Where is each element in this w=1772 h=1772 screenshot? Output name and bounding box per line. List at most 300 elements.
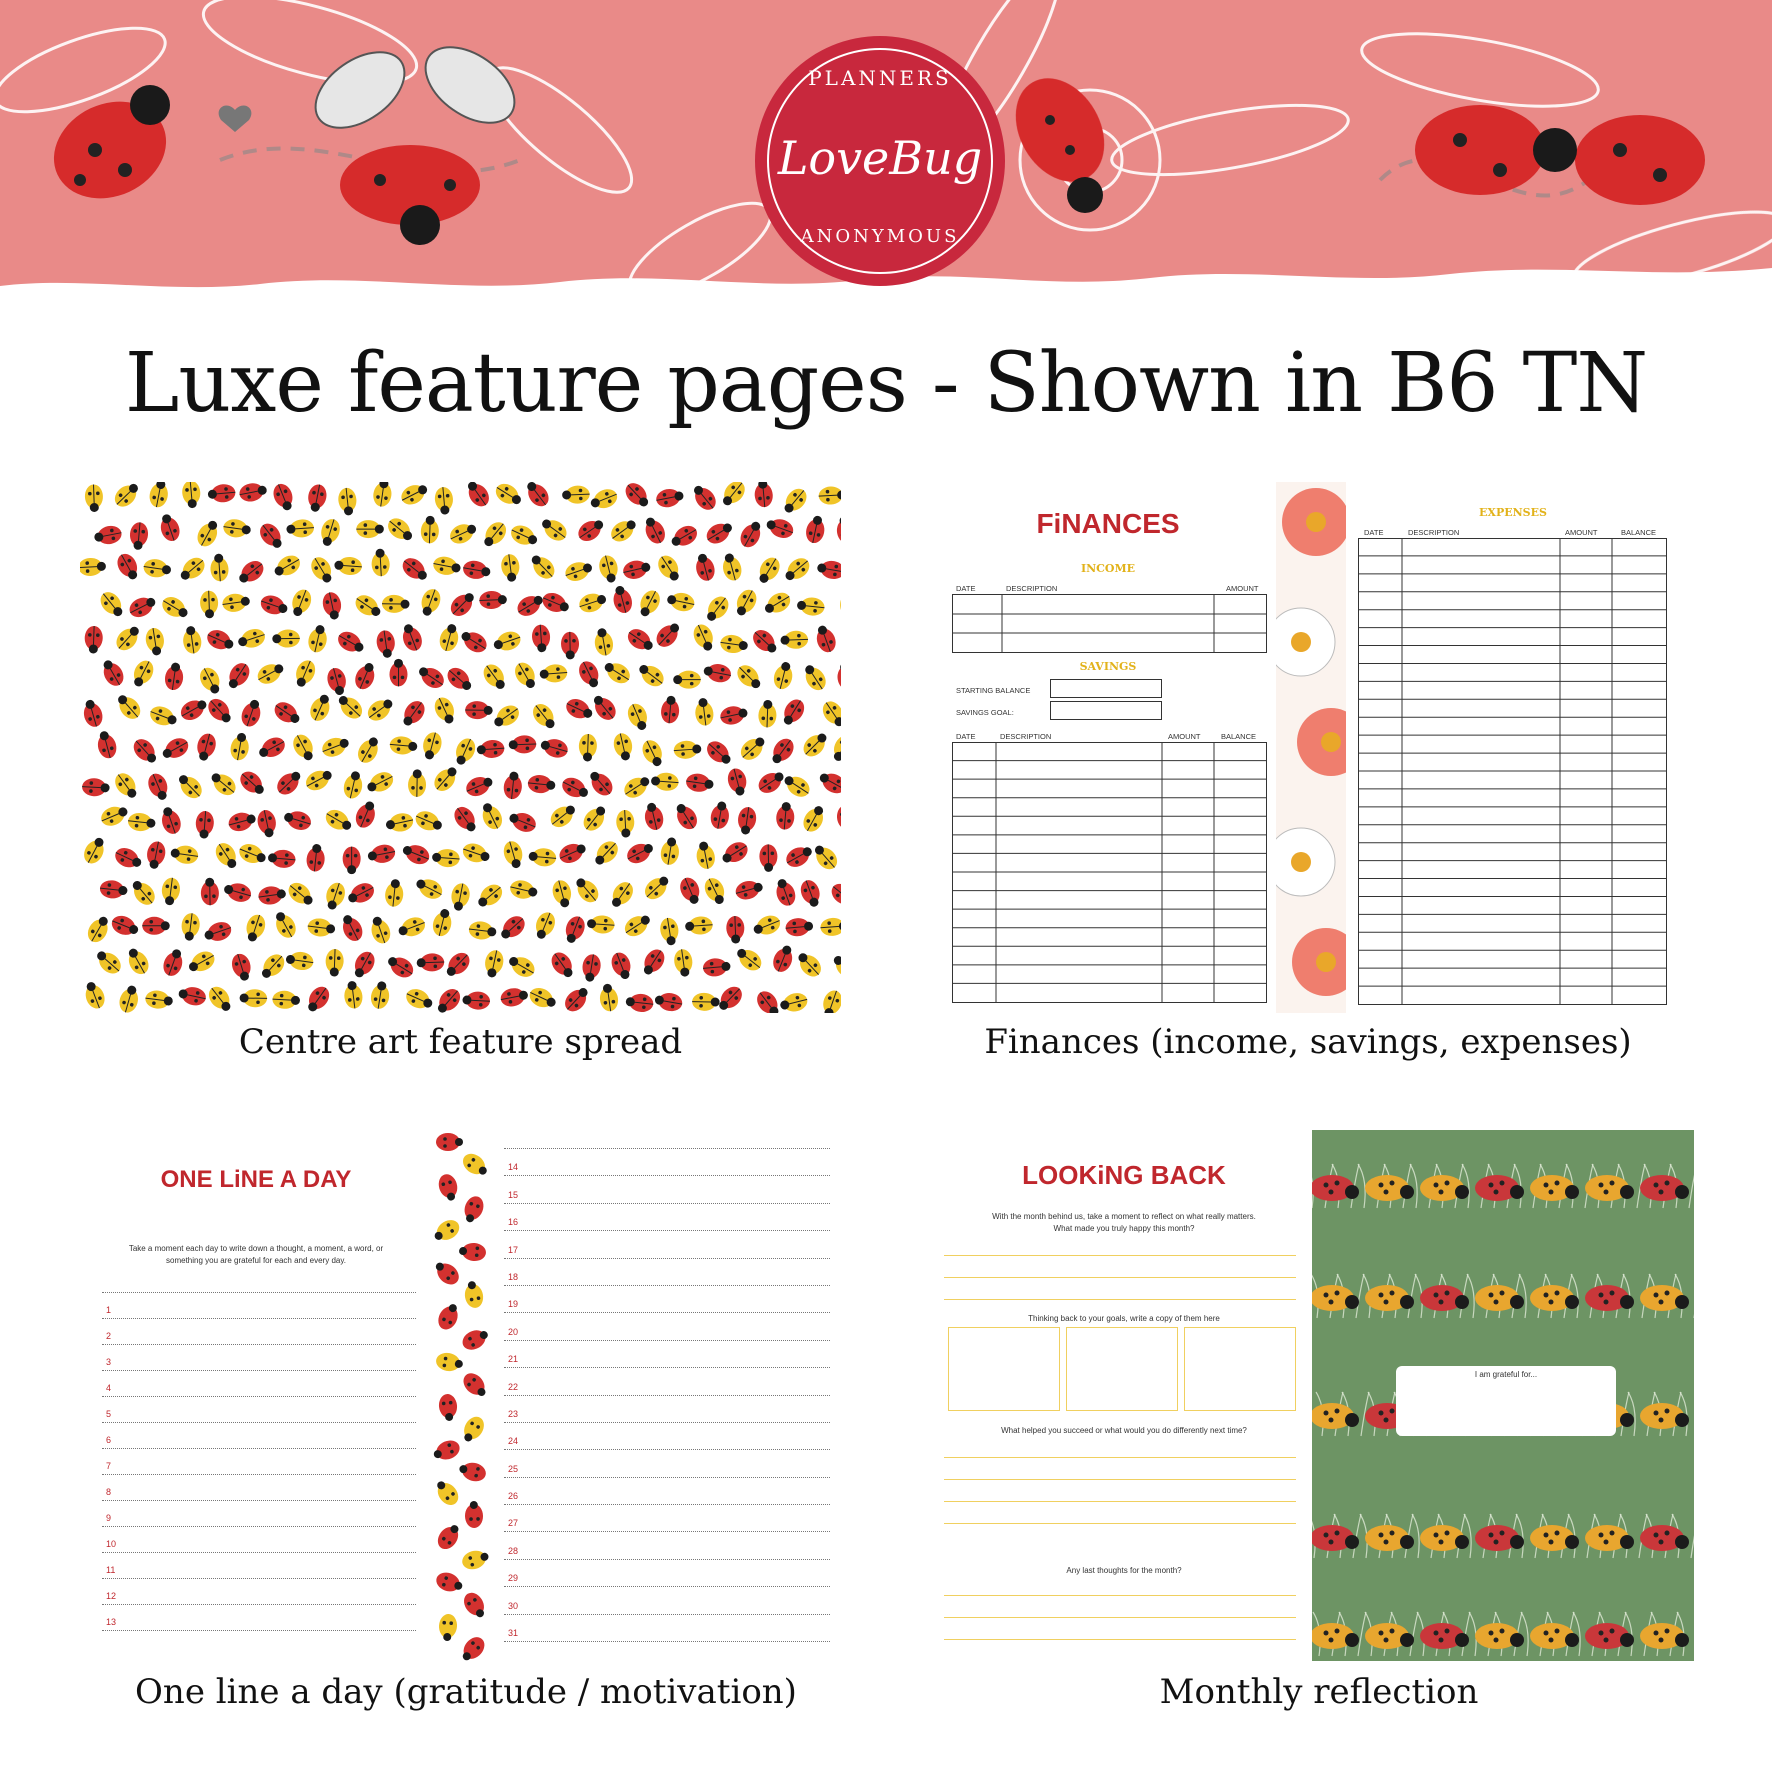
ladybug-icon	[364, 768, 397, 797]
day-number: 10	[106, 1539, 117, 1549]
ladybug-icon	[770, 943, 797, 975]
ladybug-icon	[734, 878, 765, 903]
ladybug-icon	[778, 696, 808, 729]
ladybug-icon	[701, 875, 729, 908]
ladybug-icon	[754, 554, 784, 587]
ladybug-icon	[625, 992, 654, 1013]
day-number: 24	[508, 1436, 519, 1447]
ladybug-icon	[685, 916, 714, 936]
ladybug-icon	[112, 622, 144, 654]
day-number: 12	[106, 1591, 117, 1601]
ladybug-icon	[420, 730, 445, 761]
ladybug-icon	[450, 803, 481, 836]
expenses-col-balance: BALANCE	[1621, 528, 1657, 537]
ladybug-icon	[147, 703, 179, 730]
day-number: 31	[508, 1628, 519, 1639]
ladybug-icon	[834, 515, 841, 545]
ladybug-icon	[343, 847, 361, 875]
day-number: 14	[508, 1162, 519, 1173]
ladybug-icon	[398, 482, 431, 508]
ladybug-icon	[522, 482, 553, 510]
day-number: 6	[106, 1435, 112, 1445]
day-list-right	[504, 1126, 830, 1642]
ladybug-icon	[285, 879, 318, 910]
ladybug-icon	[771, 660, 795, 691]
brand-logo	[755, 36, 1005, 286]
ladybug-icon	[828, 880, 841, 911]
expenses-col-description: DESCRIPTION	[1408, 528, 1460, 537]
ladybug-icon	[111, 769, 142, 802]
ladybug-icon	[694, 697, 715, 726]
ladybug-icon	[177, 695, 210, 724]
income-col-amount: AMOUNT	[1226, 584, 1259, 593]
header-banner	[0, 0, 1772, 320]
ladybug-icon	[668, 522, 701, 551]
day-number: 29	[508, 1573, 519, 1584]
ladybug-icon	[180, 912, 201, 941]
ladybug-icon	[733, 944, 766, 975]
ladybug-icon	[93, 524, 123, 547]
ladybug-icon	[306, 623, 330, 654]
ladybug-icon	[767, 735, 798, 768]
day-line	[102, 1475, 416, 1501]
ladybug-icon	[114, 550, 143, 583]
ladybug-icon	[181, 482, 201, 509]
ladybug-icon	[345, 879, 378, 908]
ladybug-icon	[306, 483, 329, 513]
logo-top-text: PLANNERS	[808, 66, 952, 90]
ruled-line	[504, 1126, 830, 1149]
day-number: 1	[106, 1305, 112, 1315]
succeed-lines	[944, 1436, 1296, 1524]
day-line	[102, 1579, 416, 1605]
ladybug-icon	[457, 627, 490, 657]
day-line	[102, 1397, 416, 1423]
ladybug-icon	[702, 957, 731, 977]
ladybug-icon	[325, 949, 344, 977]
ladybug-icon	[319, 733, 351, 760]
ladybug-icon	[202, 919, 234, 945]
ladybug-icon	[449, 882, 472, 912]
ladybug-icon	[799, 728, 831, 760]
ladybug-icon	[400, 840, 432, 867]
ladybug-icon	[718, 838, 751, 868]
day-line	[504, 1532, 830, 1559]
ladybug-icon	[430, 907, 454, 938]
ladybug-icon	[229, 731, 252, 761]
ladybug-icon	[432, 555, 462, 578]
ladybug-strip	[426, 1130, 496, 1661]
ladybug-icon	[839, 589, 841, 618]
ladybug-icon	[479, 661, 510, 694]
ladybug-icon	[798, 878, 824, 910]
ladybug-icon	[759, 844, 777, 872]
day-number: 30	[508, 1600, 519, 1611]
ladybug-icon	[673, 671, 701, 689]
ladybug-icon	[820, 917, 841, 937]
ladybug-icon	[496, 912, 528, 944]
ladybug-icon	[690, 621, 718, 653]
ladybug-icon	[242, 912, 268, 944]
ladybug-icon	[758, 700, 777, 728]
ladybug-icon	[322, 880, 348, 912]
ladybug-icon	[142, 558, 172, 580]
ladybug-icon	[434, 486, 454, 515]
ladybug-icon	[500, 553, 521, 582]
ladybug-icon	[258, 592, 290, 618]
ladybug-icon	[420, 516, 439, 544]
ladybug-icon	[222, 518, 252, 540]
ladybug-icon	[271, 698, 304, 728]
savings-goal-label: SAVINGS GOAL:	[956, 708, 1014, 717]
ladybug-icon	[367, 914, 393, 946]
day-number: 20	[508, 1326, 519, 1337]
ladybug-icon	[160, 947, 186, 979]
finances-preview	[948, 482, 1668, 1013]
ladybug-icon	[511, 659, 540, 692]
ladybug-icon	[389, 735, 418, 755]
ladybug-icon	[465, 701, 493, 719]
day-line	[504, 1396, 830, 1423]
savings-col-date: DATE	[956, 732, 976, 741]
ladybug-icon	[81, 979, 108, 1011]
ladybug-icon	[819, 988, 841, 1013]
ladybug-icon	[660, 695, 680, 724]
ladybug-icon	[317, 517, 342, 549]
ladybug-icon	[508, 735, 536, 754]
ladybug-icon	[432, 848, 461, 868]
savings-goal-box	[1050, 701, 1162, 720]
ladybug-icon	[753, 482, 773, 508]
day-number: 11	[106, 1565, 116, 1575]
ladybug-icon	[463, 772, 495, 799]
ladybug-icon	[415, 662, 448, 692]
ladybug-icon	[127, 812, 156, 833]
ladybug-icon	[194, 732, 219, 763]
ladybug-icon	[531, 910, 558, 942]
day-number: 9	[106, 1513, 112, 1523]
ladybug-icon	[111, 482, 143, 511]
ladybug-icon	[479, 590, 507, 609]
ladybug-icon	[726, 916, 745, 944]
logo-script-text: LoveBug	[777, 131, 983, 185]
ladybug-icon	[621, 482, 653, 511]
ladybug-icon	[529, 700, 560, 733]
day-number: 16	[508, 1217, 519, 1228]
ladybug-icon	[442, 949, 474, 981]
ladybug-icon	[117, 983, 142, 1013]
savings-label: SAVINGS	[1079, 660, 1137, 673]
day-line	[504, 1149, 830, 1176]
ladybug-icon	[142, 917, 170, 935]
ladybug-icon	[659, 836, 681, 866]
ladybug-icon	[477, 800, 505, 833]
ladybug-icon	[527, 551, 559, 583]
ladybug-icon	[531, 624, 551, 653]
day-line	[102, 1371, 416, 1397]
ladybug-icon	[148, 482, 171, 509]
ladybug-icon	[159, 734, 192, 763]
ladybug-icon	[181, 625, 203, 655]
starting-balance-label: STARTING BALANCE	[956, 686, 1031, 695]
ladybug-icon	[372, 482, 394, 508]
one-line-caption: One line a day (gratitude / motivation)	[135, 1672, 797, 1712]
one-line-heading: ONE LiNE A DAY	[160, 1166, 352, 1193]
ladybug-icon	[749, 626, 781, 658]
ladybug-icon	[624, 838, 657, 867]
ladybug-icon	[209, 553, 229, 582]
ladybug-icon	[677, 875, 704, 907]
ladybug-icon	[607, 515, 640, 546]
ladybug-icon	[781, 554, 814, 585]
day-line	[102, 1553, 416, 1579]
ladybug-icon	[307, 554, 337, 587]
day-line	[504, 1368, 830, 1395]
logo-bottom-text: ANONYMOUS	[800, 226, 960, 247]
ruled-line	[102, 1270, 416, 1293]
ladybug-icon	[123, 945, 152, 978]
ladybug-icon	[96, 588, 127, 621]
day-line	[504, 1341, 830, 1368]
ladybug-icon	[447, 519, 480, 547]
day-line	[102, 1501, 416, 1527]
ladybug-icon	[503, 771, 524, 800]
ladybug-icon	[702, 593, 733, 626]
ladybug-icon	[255, 808, 278, 839]
ladybug-icon	[665, 590, 696, 613]
day-number: 19	[508, 1299, 519, 1310]
ladybug-icon	[255, 734, 288, 763]
ladybug-icon	[451, 735, 479, 767]
ladybug-icon	[685, 772, 715, 794]
ladybug-icon	[580, 953, 602, 983]
ladybug-icon	[369, 980, 391, 1010]
ladybug-icon	[196, 664, 225, 697]
ladybug-icon	[835, 661, 841, 691]
reflection-preview	[944, 1130, 1694, 1661]
day-line	[102, 1423, 416, 1449]
expenses-col-amount: AMOUNT	[1565, 528, 1598, 537]
ladybug-icon	[810, 841, 841, 874]
ladybug-icon	[200, 590, 219, 618]
ladybug-icon	[185, 948, 218, 977]
ladybug-icon	[289, 731, 318, 764]
ladybug-icon	[437, 622, 462, 653]
ladybug-icon	[144, 840, 167, 870]
ladybug-icon	[692, 993, 720, 1011]
ladybug-icon	[818, 486, 841, 505]
ladybug-icon	[561, 632, 579, 660]
ladybug-icon	[621, 558, 652, 582]
ladybug-icon	[655, 486, 685, 509]
ladybug-icon	[371, 548, 390, 576]
ladybug-icon	[254, 659, 287, 688]
ladybug-icon	[163, 661, 185, 691]
ladybug-icon	[514, 590, 547, 620]
ladybug-icon	[307, 691, 335, 723]
income-col-description: DESCRIPTION	[1006, 584, 1058, 593]
day-number: 21	[508, 1354, 519, 1365]
ladybug-icon	[286, 519, 315, 539]
ladybug-icon	[273, 767, 305, 799]
day-number: 22	[508, 1381, 519, 1392]
ladybug-icon	[641, 872, 673, 904]
starting-balance-box	[1050, 679, 1162, 698]
ladybug-icon	[129, 522, 149, 551]
ladybug-icon	[778, 991, 809, 1013]
day-number: 28	[508, 1545, 519, 1556]
savings-col-amount: AMOUNT	[1168, 732, 1201, 741]
happy-lines	[944, 1234, 1296, 1300]
day-line	[504, 1423, 830, 1450]
ladybug-icon	[129, 735, 161, 767]
ladybug-icon	[725, 766, 750, 797]
day-line	[504, 1478, 830, 1505]
day-line	[102, 1449, 416, 1475]
grateful-label: I am grateful for...	[1474, 1370, 1538, 1379]
ladybug-icon	[526, 984, 559, 1012]
ladybug-icon	[205, 983, 236, 1013]
ladybug-icon	[779, 485, 810, 518]
ladybug-icon	[460, 840, 492, 866]
day-number: 18	[508, 1271, 519, 1282]
ladybug-icon	[796, 596, 825, 617]
ladybug-icon	[221, 592, 251, 614]
ladybug-icon	[812, 623, 838, 655]
day-line	[102, 1293, 416, 1319]
day-line	[102, 1527, 416, 1553]
ladybug-icon	[590, 837, 622, 869]
ladybug-icon	[144, 989, 173, 1010]
ladybug-icon	[352, 798, 379, 830]
ladybug-icon	[468, 920, 497, 941]
ladybug-icon	[652, 619, 684, 651]
ladybug-icon	[751, 912, 783, 939]
ladybug-icon	[384, 878, 405, 907]
ladybug-icon	[238, 482, 268, 504]
goal-box	[1184, 1327, 1296, 1411]
ladybug-icon	[417, 586, 443, 618]
savings-col-description: DESCRIPTION	[1000, 732, 1052, 741]
goal-box	[948, 1327, 1060, 1411]
day-line	[504, 1259, 830, 1286]
ladybug-icon	[159, 593, 192, 623]
ladybug-icon	[819, 698, 841, 731]
ladybug-icon	[82, 778, 110, 797]
ladybug-icon	[540, 590, 572, 617]
ladybug-icon	[126, 592, 159, 621]
day-line	[504, 1286, 830, 1313]
ladybug-icon	[731, 586, 760, 619]
ladybug-icon	[775, 801, 795, 830]
ladybug-icon	[431, 694, 459, 727]
ladybug-icon	[112, 844, 145, 872]
ladybug-icon	[408, 769, 426, 797]
ladybug-icon	[578, 734, 597, 762]
expenses-label: EXPENSES	[1479, 506, 1547, 519]
ladybug-icon	[653, 991, 683, 1013]
ladybug-icon	[562, 485, 590, 504]
day-line	[102, 1605, 416, 1631]
reflection-caption: Monthly reflection	[1159, 1672, 1479, 1712]
ladybug-icon	[389, 659, 407, 687]
ladybug-icon	[288, 587, 315, 619]
ladybug-icon	[783, 842, 816, 871]
ladybug-icon	[547, 949, 578, 982]
ladybug-icon	[611, 731, 635, 762]
ladybug-icon	[272, 629, 300, 647]
day-number: 26	[508, 1491, 519, 1502]
ladybug-icon	[563, 558, 595, 584]
ladybug-icon	[577, 590, 609, 616]
ladybug-icon	[128, 876, 159, 909]
ladybug-icon	[204, 627, 236, 655]
ladybug-icon	[800, 802, 829, 835]
day-number: 4	[106, 1383, 112, 1393]
ladybug-icon	[539, 735, 570, 760]
ladybug-icon	[416, 953, 444, 972]
ladybug-icon	[550, 878, 575, 909]
ladybug-icon	[384, 811, 415, 834]
ladybug-icon	[642, 801, 666, 832]
ladybug-icon	[654, 552, 684, 585]
ladybug-icon	[621, 910, 654, 940]
ladybug-icon	[709, 800, 732, 830]
day-number: 13	[106, 1617, 117, 1627]
ladybug-icon	[303, 765, 336, 794]
ladybug-icon	[793, 948, 825, 980]
ladybug-icon	[207, 483, 236, 503]
ladybug-icon	[338, 912, 367, 945]
ladybug-icon	[271, 908, 300, 941]
ladybug-icon	[538, 514, 571, 545]
ladybug-icon	[80, 698, 105, 729]
ladybug-icon	[640, 514, 668, 547]
ladybug-icon	[433, 985, 465, 1013]
ladybug-icon	[638, 946, 668, 979]
ladybug-icon	[239, 697, 265, 729]
ladybug-icon	[256, 520, 287, 553]
ladybug-icon	[506, 808, 538, 835]
ladybug-icon	[720, 551, 745, 582]
ladybug-icon	[462, 991, 490, 1010]
ladybug-icon	[719, 633, 749, 655]
succeed-prompt: What helped you succeed or what would you do differently next time?	[1001, 1426, 1247, 1435]
last-prompt: Any last thoughts for the month?	[1066, 1566, 1182, 1575]
ladybug-icon	[694, 840, 717, 870]
ladybug-icon	[598, 983, 620, 1013]
ladybug-icon	[349, 948, 378, 981]
ladybug-icon	[719, 703, 750, 726]
ladybug-icon	[92, 946, 125, 978]
ladybug-icon	[764, 515, 796, 541]
ladybug-icon	[229, 952, 254, 984]
day-number: 8	[106, 1487, 112, 1497]
ladybug-icon	[430, 763, 462, 796]
ladybug-icon	[285, 950, 315, 972]
goal-box	[1066, 1327, 1178, 1411]
ladybug-icon	[396, 914, 428, 941]
ladybug-icon	[236, 767, 268, 799]
ladybug-icon	[624, 701, 651, 733]
ladybug-icon	[354, 734, 383, 767]
day-list-left	[102, 1270, 416, 1631]
ladybug-icon	[158, 805, 184, 837]
ladybug-icon	[816, 768, 841, 797]
ladybug-icon	[761, 589, 794, 619]
day-line	[504, 1505, 830, 1532]
ladybug-icon	[718, 482, 749, 510]
